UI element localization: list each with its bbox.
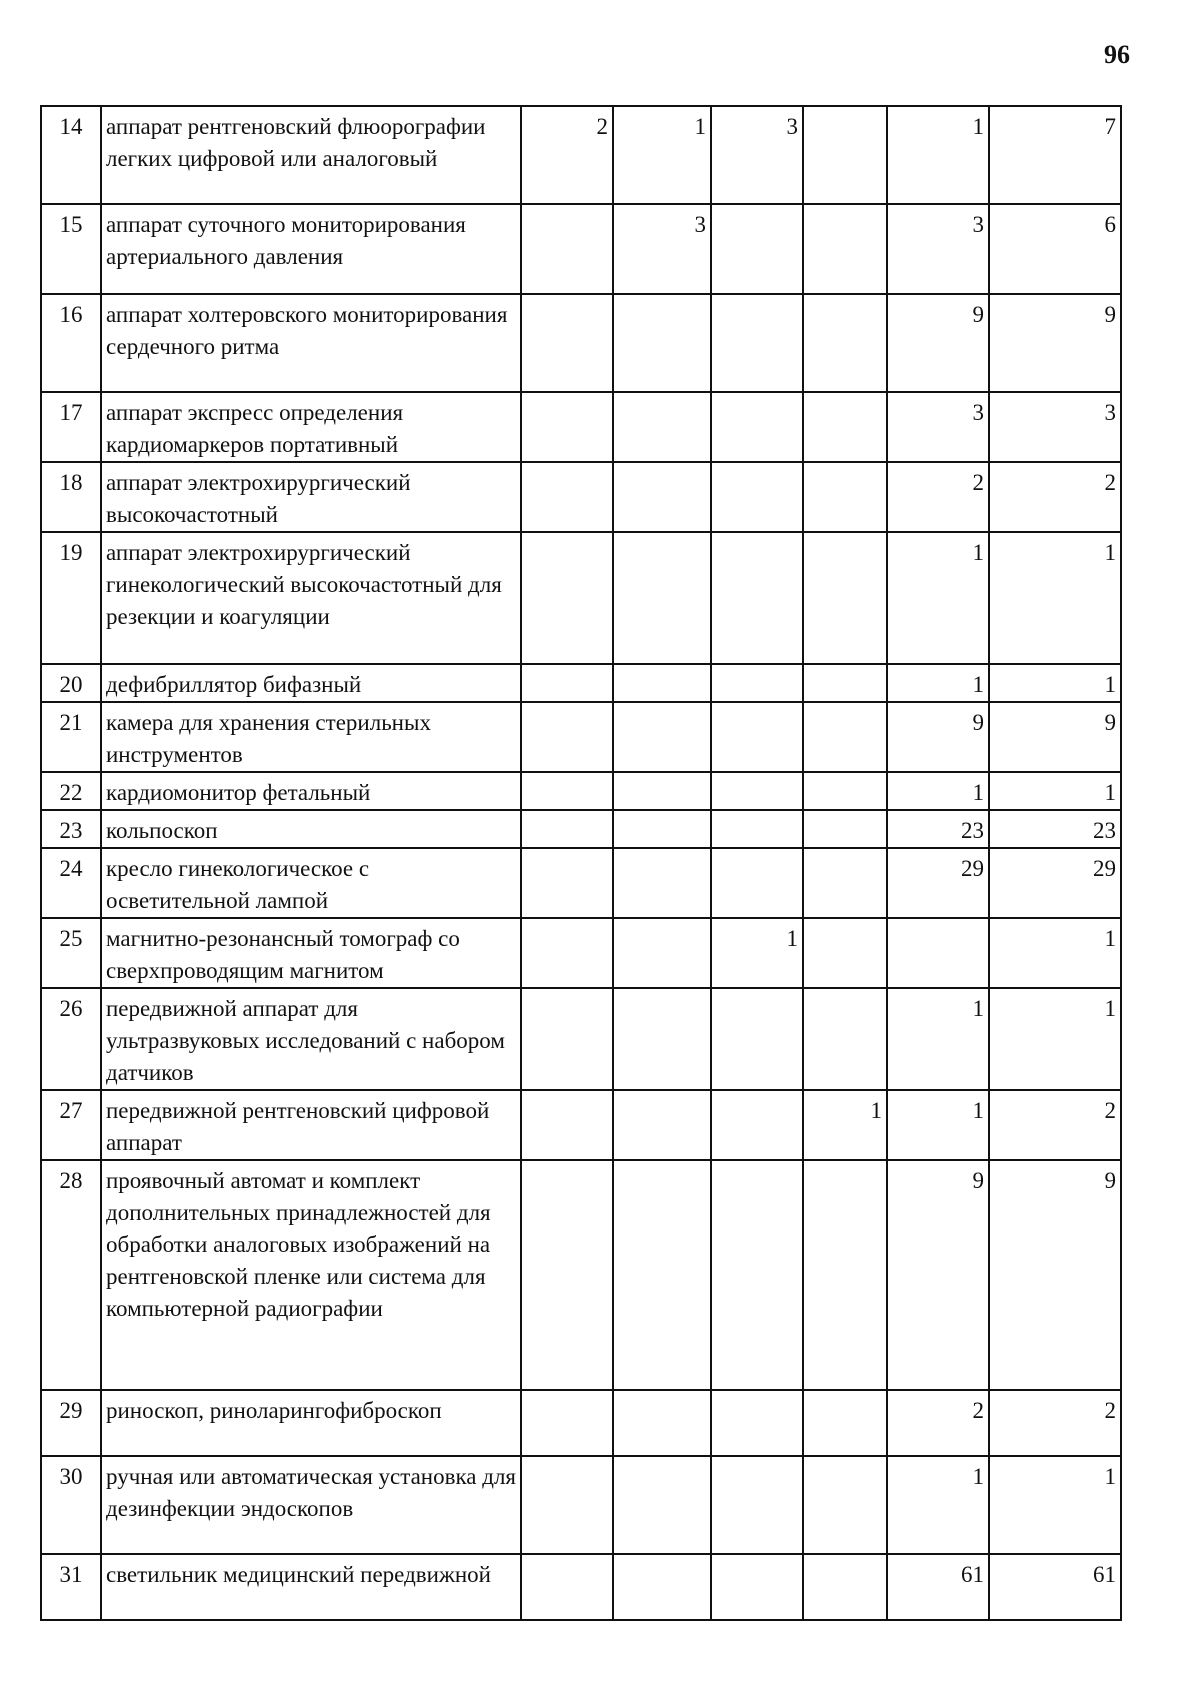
count-total: 6 (989, 204, 1121, 294)
count-col-5: 1 (887, 1456, 989, 1554)
equipment-name: кардиомонитор фетальный (101, 772, 521, 810)
count-col-4 (803, 392, 887, 462)
count-col-4 (803, 204, 887, 294)
count-col-2 (613, 918, 711, 988)
count-col-1 (521, 1554, 613, 1620)
count-col-5: 1 (887, 664, 989, 702)
count-col-3 (711, 1160, 803, 1390)
row-number: 20 (41, 664, 101, 702)
count-col-2 (613, 664, 711, 702)
count-col-2 (613, 772, 711, 810)
table-row (41, 918, 1121, 988)
equipment-name: передвижной рентгеновский цифровой аппарат (101, 1090, 521, 1160)
count-col-1: 2 (521, 106, 613, 204)
count-col-3 (711, 702, 803, 772)
equipment-name: ручная или автоматическая установка для дезинфекции эндоскопов (101, 1456, 521, 1554)
equipment-name: кольпоскоп (101, 810, 521, 848)
row-number: 17 (41, 392, 101, 462)
equipment-name: аппарат электрохирургический гинекологический высокочастотный для резекции и коагуляции (101, 532, 521, 664)
count-total: 1 (989, 1456, 1121, 1554)
count-col-3 (711, 1456, 803, 1554)
count-col-1 (521, 918, 613, 988)
count-col-3 (711, 294, 803, 392)
count-col-5: 9 (887, 1160, 989, 1390)
table-row (41, 106, 1121, 204)
count-col-1 (521, 1456, 613, 1554)
count-total: 7 (989, 106, 1121, 204)
table-row (41, 1390, 1121, 1456)
count-col-3 (711, 772, 803, 810)
row-number: 28 (41, 1160, 101, 1390)
count-total: 2 (989, 1390, 1121, 1456)
count-col-4 (803, 462, 887, 532)
count-total: 1 (989, 772, 1121, 810)
count-col-4 (803, 848, 887, 918)
row-number: 22 (41, 772, 101, 810)
count-col-2 (613, 462, 711, 532)
count-col-2 (613, 1390, 711, 1456)
count-total: 2 (989, 462, 1121, 532)
row-number: 14 (41, 106, 101, 204)
count-col-1 (521, 532, 613, 664)
count-col-2 (613, 294, 711, 392)
equipment-name: камера для хранения стерильных инструментов (101, 702, 521, 772)
table-row (41, 848, 1121, 918)
count-col-3 (711, 1090, 803, 1160)
equipment-name: риноскоп, риноларингофиброскоп (101, 1390, 521, 1456)
count-total: 3 (989, 392, 1121, 462)
count-col-5: 23 (887, 810, 989, 848)
count-col-1 (521, 462, 613, 532)
count-col-3 (711, 462, 803, 532)
equipment-name: светильник медицинский передвижной (101, 1554, 521, 1620)
table-row (41, 294, 1121, 392)
equipment-name: проявочный автомат и комплект дополнительных принадлежностей для обработки аналоговых изображений на рентгеновской пленке или система для компьютерной радиографии (101, 1160, 521, 1390)
equipment-name: передвижной аппарат для ультразвуковых исследований с набором датчиков (101, 988, 521, 1090)
count-total: 2 (989, 1090, 1121, 1160)
count-col-1 (521, 1090, 613, 1160)
count-col-1 (521, 848, 613, 918)
count-col-5: 9 (887, 294, 989, 392)
count-col-1 (521, 664, 613, 702)
equipment-name: кресло гинекологическое с осветительной лампой (101, 848, 521, 918)
count-col-4 (803, 918, 887, 988)
row-number: 29 (41, 1390, 101, 1456)
count-col-2 (613, 988, 711, 1090)
count-total: 1 (989, 532, 1121, 664)
count-col-2 (613, 1456, 711, 1554)
count-col-4 (803, 810, 887, 848)
count-col-2 (613, 810, 711, 848)
count-col-2: 3 (613, 204, 711, 294)
count-col-1 (521, 702, 613, 772)
row-number: 31 (41, 1554, 101, 1620)
count-total: 29 (989, 848, 1121, 918)
count-col-3 (711, 664, 803, 702)
count-col-1 (521, 810, 613, 848)
count-col-5: 1 (887, 106, 989, 204)
count-col-4 (803, 664, 887, 702)
table-row (41, 392, 1121, 462)
count-col-3 (711, 204, 803, 294)
row-number: 25 (41, 918, 101, 988)
row-number: 30 (41, 1456, 101, 1554)
table-row (41, 702, 1121, 772)
count-col-3 (711, 810, 803, 848)
count-col-4 (803, 294, 887, 392)
row-number: 26 (41, 988, 101, 1090)
count-total: 9 (989, 1160, 1121, 1390)
table-row (41, 772, 1121, 810)
count-col-3 (711, 1554, 803, 1620)
count-total: 9 (989, 702, 1121, 772)
count-col-3 (711, 1390, 803, 1456)
count-col-5: 1 (887, 532, 989, 664)
equipment-table (40, 105, 1122, 1621)
count-col-1 (521, 1390, 613, 1456)
count-col-4 (803, 1160, 887, 1390)
row-number: 27 (41, 1090, 101, 1160)
table-row (41, 1090, 1121, 1160)
table-row (41, 532, 1121, 664)
count-col-4 (803, 1456, 887, 1554)
row-number: 19 (41, 532, 101, 664)
table-row (41, 810, 1121, 848)
count-col-5: 1 (887, 772, 989, 810)
count-col-5: 2 (887, 462, 989, 532)
count-total: 1 (989, 988, 1121, 1090)
row-number: 21 (41, 702, 101, 772)
equipment-name: аппарат экспресс определения кардиомаркеров портативный (101, 392, 521, 462)
count-col-5: 3 (887, 204, 989, 294)
equipment-name: аппарат электрохирургический высокочастотный (101, 462, 521, 532)
row-number: 18 (41, 462, 101, 532)
count-col-2 (613, 1160, 711, 1390)
page-number: 96 (1104, 40, 1130, 69)
count-total: 1 (989, 664, 1121, 702)
count-col-4 (803, 702, 887, 772)
count-col-2 (613, 1554, 711, 1620)
table-row (41, 462, 1121, 532)
count-col-2 (613, 848, 711, 918)
equipment-name: дефибриллятор бифазный (101, 664, 521, 702)
count-col-1 (521, 204, 613, 294)
count-col-4 (803, 532, 887, 664)
table-row (41, 988, 1121, 1090)
count-col-2 (613, 1090, 711, 1160)
count-col-5: 3 (887, 392, 989, 462)
equipment-name: аппарат холтеровского мониторирования сердечного ритма (101, 294, 521, 392)
count-col-1 (521, 294, 613, 392)
count-total: 9 (989, 294, 1121, 392)
row-number: 15 (41, 204, 101, 294)
count-col-2 (613, 392, 711, 462)
count-col-3: 3 (711, 106, 803, 204)
count-col-5: 29 (887, 848, 989, 918)
count-col-2: 1 (613, 106, 711, 204)
count-col-2 (613, 702, 711, 772)
equipment-name: аппарат рентгеновский флюорографии легких цифровой или аналоговый (101, 106, 521, 204)
count-col-1 (521, 772, 613, 810)
count-col-3 (711, 532, 803, 664)
count-col-4 (803, 1390, 887, 1456)
count-col-4 (803, 106, 887, 204)
count-col-5: 2 (887, 1390, 989, 1456)
count-col-5: 1 (887, 1090, 989, 1160)
count-col-5: 1 (887, 988, 989, 1090)
count-total: 61 (989, 1554, 1121, 1620)
count-col-2 (613, 532, 711, 664)
table-row (41, 204, 1121, 294)
count-col-4 (803, 988, 887, 1090)
table-row (41, 1456, 1121, 1554)
table-row (41, 1160, 1121, 1390)
count-col-1 (521, 988, 613, 1090)
count-col-5: 9 (887, 702, 989, 772)
row-number: 23 (41, 810, 101, 848)
count-col-3 (711, 848, 803, 918)
count-col-5 (887, 918, 989, 988)
count-total: 23 (989, 810, 1121, 848)
count-col-1 (521, 1160, 613, 1390)
equipment-name: аппарат суточного мониторирования артериального давления (101, 204, 521, 294)
count-col-1 (521, 392, 613, 462)
equipment-name: магнитно-резонансный томограф со сверхпроводящим магнитом (101, 918, 521, 988)
row-number: 16 (41, 294, 101, 392)
count-col-4: 1 (803, 1090, 887, 1160)
count-col-5: 61 (887, 1554, 989, 1620)
row-number: 24 (41, 848, 101, 918)
count-total: 1 (989, 918, 1121, 988)
count-col-4 (803, 772, 887, 810)
count-col-3 (711, 988, 803, 1090)
count-col-3 (711, 392, 803, 462)
table-row (41, 664, 1121, 702)
table-row (41, 1554, 1121, 1620)
count-col-4 (803, 1554, 887, 1620)
count-col-3: 1 (711, 918, 803, 988)
